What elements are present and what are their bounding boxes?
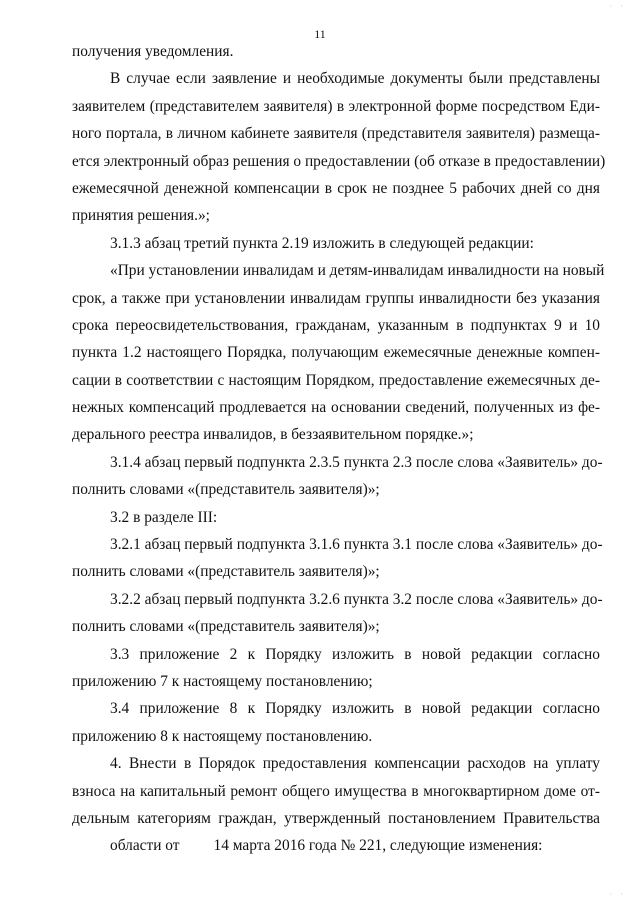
document-line: сации в соответствии с настоящим Порядком, предоставление ежемесячных де- <box>72 371 600 389</box>
document-line: 3.3 приложение 2 к Порядку изложить в новой редакции согласно <box>110 645 600 663</box>
scan-corner-mark: · · <box>609 890 626 899</box>
document-line: ного портала, в личном кабинете заявителя (представителя заявителя) размеща- <box>72 125 600 143</box>
document-line: взноса на капитальный ремонт общего имущества в многоквартирном доме от- <box>72 782 600 800</box>
document-line: 3.2 в разделе III: <box>110 508 218 526</box>
document-line: полнить словами «(представитель заявителя)»; <box>72 618 380 636</box>
document-line: нежных компенсаций продлевается на основании сведений, полученных из фе- <box>72 399 600 417</box>
document-line: 3.2.1 абзац первый подпункта 3.1.6 пункта 3.1 после слова «Заявитель» до- <box>110 536 603 554</box>
line-text-after-gap: 14 марта 2016 года № 221, следующие изменения: <box>213 837 543 855</box>
document-line <box>72 832 600 859</box>
document-line: 4. Внести в Порядок предоставления компенсации расходов на уплату <box>110 755 600 773</box>
document-line: полнить словами «(представитель заявителя)»; <box>72 481 380 499</box>
document-line: заявителем (представителем заявителя) в электронной форме посредством Еди- <box>72 97 600 115</box>
document-body <box>72 38 606 860</box>
document-line: приложению 7 к настоящему постановлению; <box>72 672 373 690</box>
document-line: ется электронный образ решения о предоставлении (об отказе в предоставлении) <box>72 152 606 170</box>
document-line: 3.2.2 абзац первый подпункта 3.2.6 пункта 3.2 после слова «Заявитель» до- <box>110 590 603 608</box>
document-line: принятия решения.»; <box>72 207 210 225</box>
document-line: дерального реестра инвалидов, в беззаявительном порядке.»; <box>72 426 474 444</box>
document-line: дельным категориям граждан, утвержденный постановлением Правительства <box>72 809 600 827</box>
document-line: В случае если заявление и необходимые документы были представлены <box>110 70 600 88</box>
document-line: «При установлении инвалидам и детям-инвалидам инвалидности на новый <box>110 262 605 280</box>
document-line: получения уведомления. <box>72 43 234 60</box>
document-line: срока переосвидетельствования, гражданам, указанным в подпунктах 9 и 10 <box>72 316 600 334</box>
document-line: срок, а также при установлении инвалидам группы инвалидности без указания <box>72 289 600 307</box>
page-number: 11 <box>314 27 326 41</box>
document-line: 3.1.3 абзац третий пункта 2.19 изложить в следующей редакции: <box>110 234 534 252</box>
document-line: приложению 8 к настоящему постановлению. <box>72 727 373 745</box>
document-line: пункта 1.2 настоящего Порядка, получающим ежемесячные денежные компен- <box>72 344 600 362</box>
scan-corner-mark: · · <box>609 2 626 11</box>
line-text-before-gap: области от <box>110 837 180 855</box>
document-line: 3.1.4 абзац первый подпункта 2.3.5 пункта 2.3 после слова «Заявитель» до- <box>110 453 603 471</box>
document-line: 3.4 приложение 8 к Порядку изложить в новой редакции согласно <box>110 700 600 718</box>
document-line: полнить словами «(представитель заявителя)»; <box>72 563 380 581</box>
document-line: ежемесячной денежной компенсации в срок не позднее 5 рабочих дней со дня <box>72 179 600 197</box>
